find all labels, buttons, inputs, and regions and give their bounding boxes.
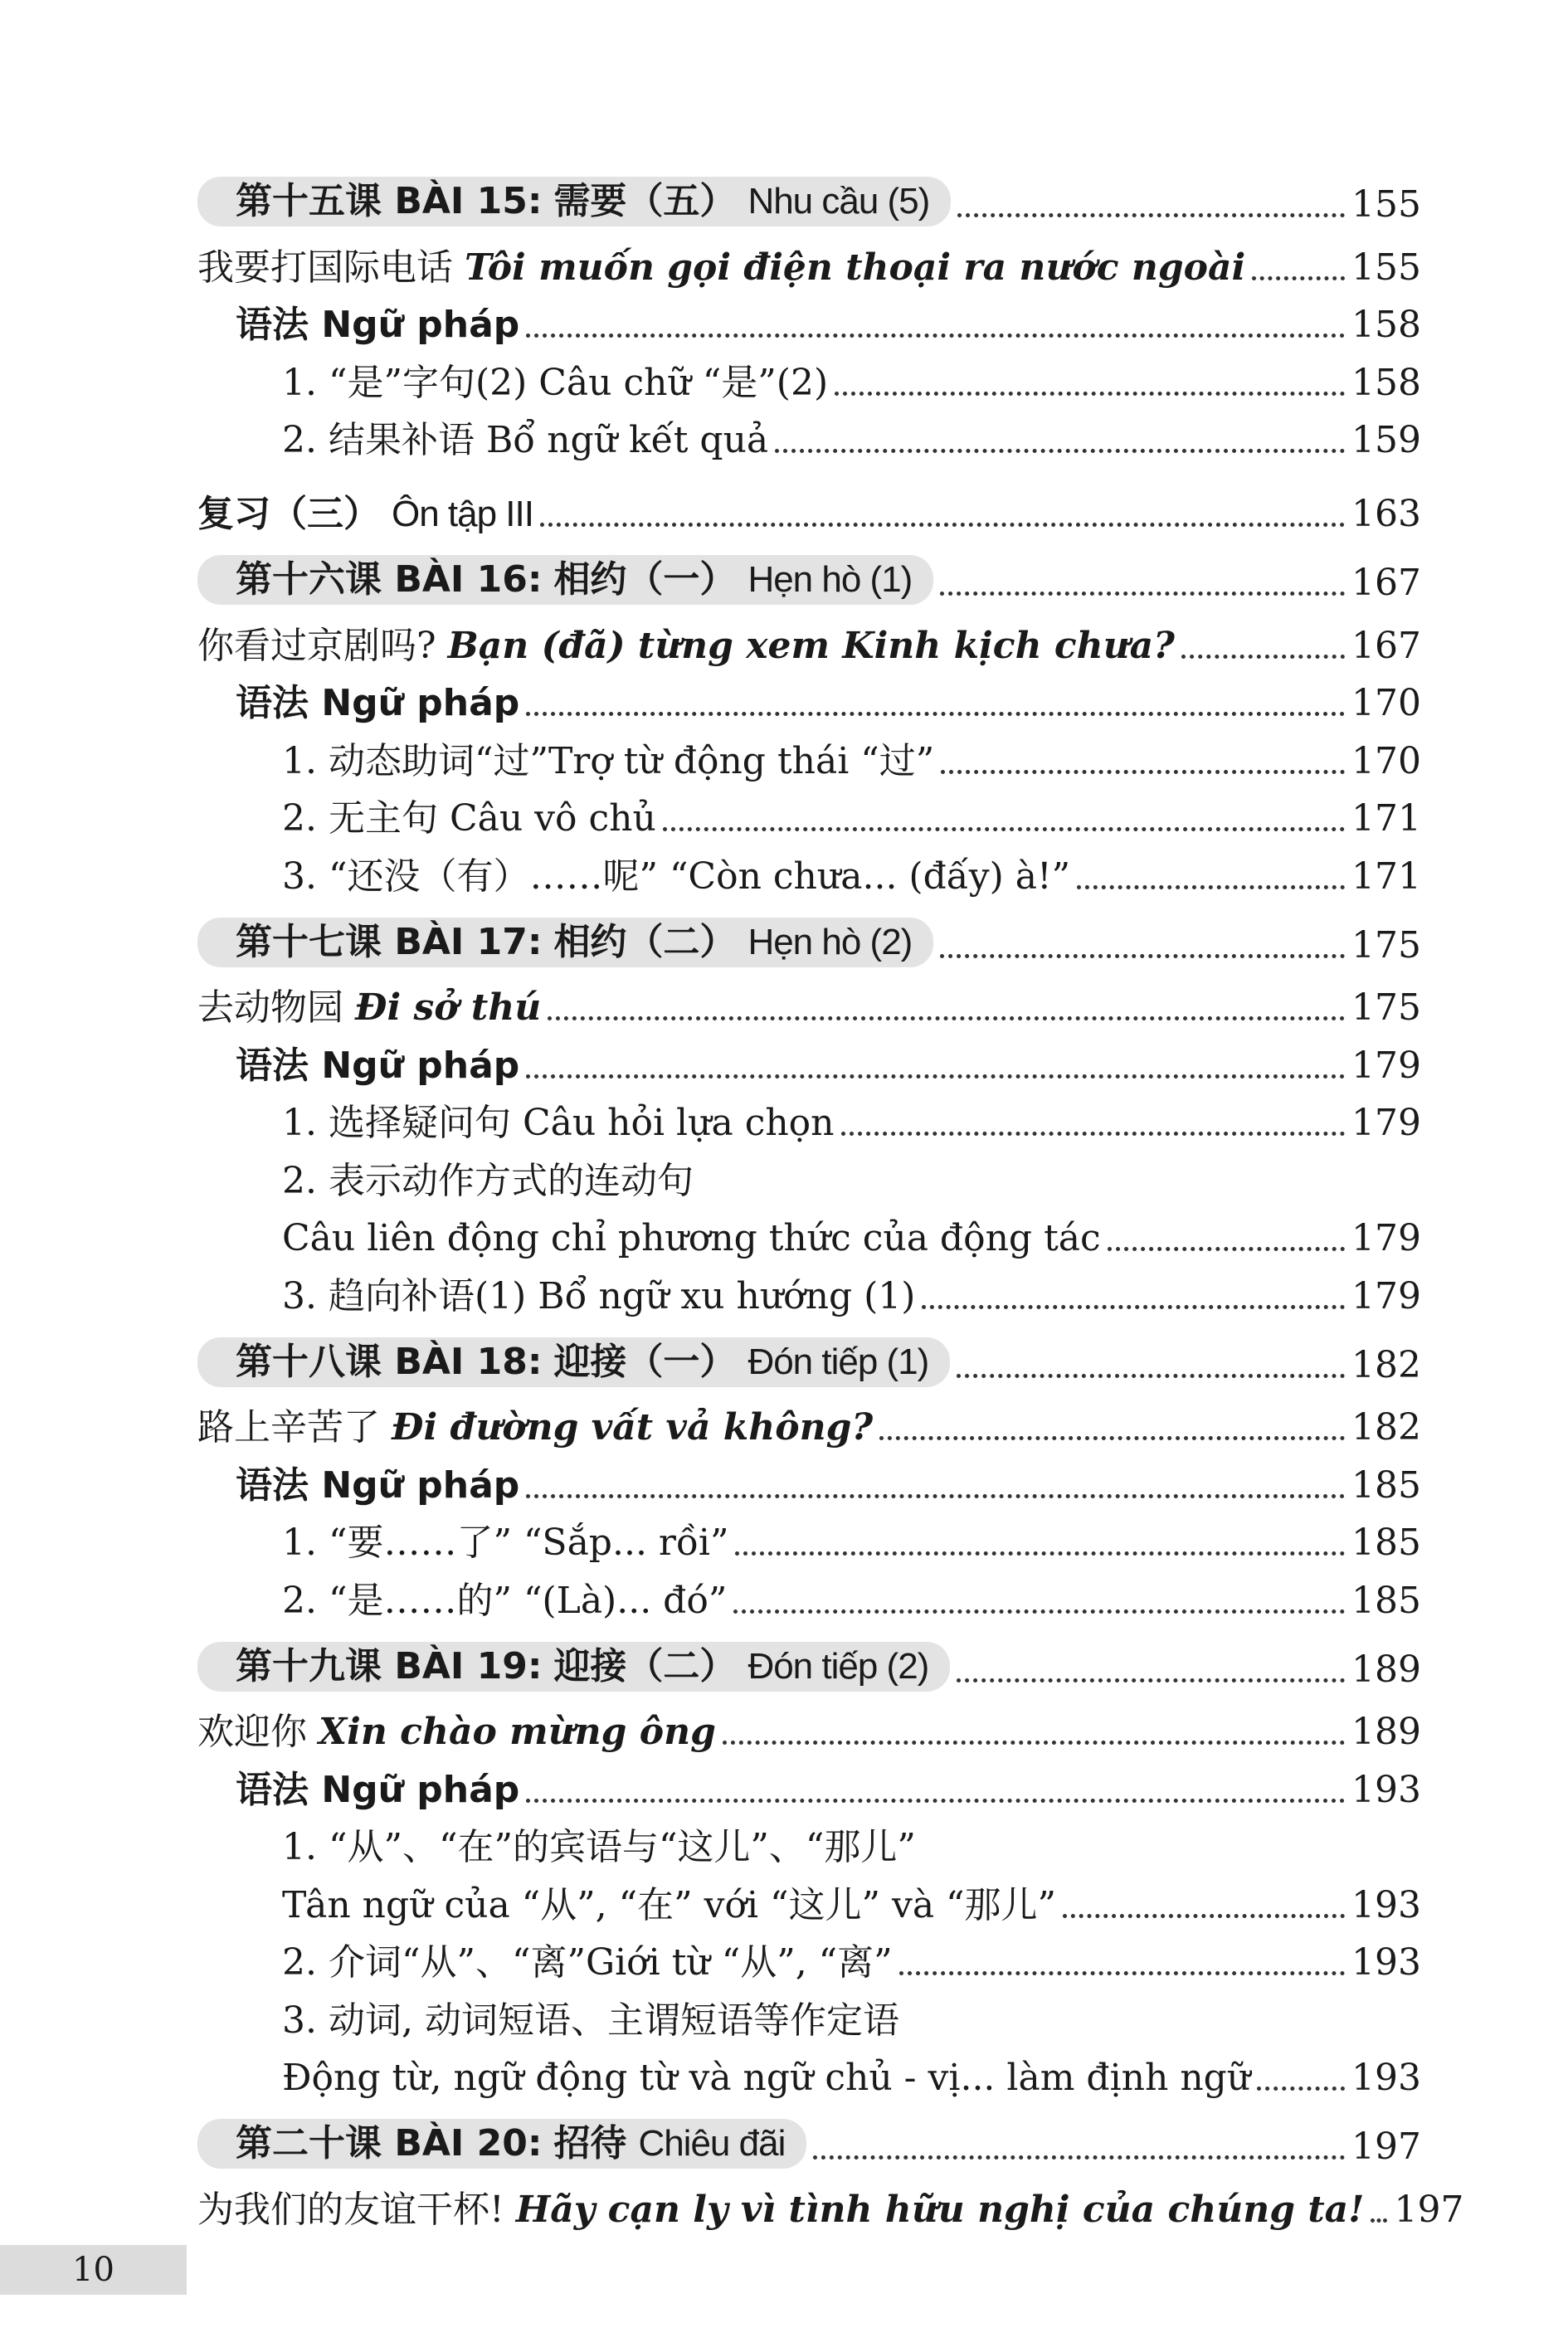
page-ref: 167 [1351,562,1421,604]
toc-grammar-item-continued[interactable] [197,2043,1421,2101]
toc-text-entry[interactable] [197,231,1421,290]
toc-text-entry[interactable] [197,2174,1464,2232]
page-ref: 189 [1351,1711,1421,1753]
grammar-item-text: Tân ngữ của “从”, “在” với “这儿” và “那儿” [282,1883,1057,1926]
toc-text-entry[interactable] [197,610,1421,668]
leader-dots [1257,2087,1345,2091]
toc-grammar-item[interactable] [197,1984,1421,2043]
leader-dots [663,827,1345,831]
leader-dots [940,954,1345,958]
leader-dots [723,1741,1345,1745]
lesson-number: 第十八课 BÀI 18: [236,1340,543,1383]
page-ref: 170 [1351,682,1421,724]
toc-grammar-entry[interactable] [197,290,1421,348]
grammar-item-text: 2. 表示动作方式的连动句 [282,1159,694,1202]
page-ref: 163 [1351,493,1421,535]
review-title [197,493,533,536]
page-ref: 193 [1351,1883,1421,1926]
entry-title-zh: 我要打国际电话 [197,246,453,289]
toc-lesson-17[interactable] [197,898,1421,972]
page-ref: 171 [1351,797,1421,840]
toc-lesson-19[interactable] [197,1623,1421,1697]
lesson-title-vi: Hẹn hò (1) [747,559,913,600]
grammar-item-text: 1. “是”字句(2) Câu chữ “是”(2) [282,361,829,404]
entry-title-vi: Bạn (đã) từng xem Kinh kịch chưa? [447,624,1175,667]
lesson-title-zh: 相约（一） [553,558,737,601]
toc-grammar-item[interactable] [197,1088,1421,1146]
grammar-item-text: Động từ, ngữ động từ và ngữ chủ - vị... làm định ngữ [282,2057,1251,2099]
page-ref: 193 [1351,1941,1421,1984]
page-ref: 193 [1351,1768,1421,1811]
toc-text-entry[interactable] [197,1392,1421,1450]
lesson-title-vi: Đón tiếp (2) [747,1645,929,1687]
entry-title [197,1406,873,1449]
leader-dots [941,770,1345,774]
grammar-label: 语法 Ngữ pháp [236,1768,520,1811]
entry-title-vi: Đi sở thú [355,986,542,1029]
page-ref: 185 [1351,1522,1421,1564]
leader-dots [526,1799,1345,1803]
grammar-item-text: 1. 选择疑问句 Câu hỏi lựa chọn [282,1102,835,1144]
leader-dots [775,449,1345,453]
grammar-item-text: 3. “还没（有）……呢” “Còn chưa... (đấy) à!” [282,855,1071,898]
entry-title-zh: 为我们的友谊干杯! [197,2188,504,2231]
toc-text-entry[interactable] [197,972,1421,1030]
page-ref: 159 [1351,419,1421,461]
lesson-number: 第十五课 BÀI 15: [236,180,543,222]
entry-title [197,625,1175,668]
leader-dots [1108,1247,1345,1251]
lesson-number: 第十七课 BÀI 17: [236,920,543,963]
leader-dots [526,1494,1345,1498]
page-ref: 179 [1351,1217,1421,1259]
lesson-title-vi: Hẹn hò (2) [747,921,913,962]
grammar-item-text: Câu liên động chỉ phương thức của động tác [282,1217,1101,1259]
grammar-item-text: 3. 动词, 动词短语、主谓短语等作定语 [282,1999,899,2042]
toc-grammar-item[interactable] [197,840,1421,898]
page-ref: 185 [1351,1579,1421,1622]
entry-title [197,1711,716,1754]
leader-dots [735,1551,1345,1556]
page-ref: 179 [1351,1274,1421,1317]
page-ref: 175 [1351,923,1421,967]
leader-dots [841,1132,1346,1136]
toc-text-entry[interactable] [197,1697,1421,1755]
page-ref: 171 [1351,855,1421,898]
grammar-item-text: 1. “要……了” “Sắp... rồi” [282,1522,729,1564]
lesson-pill [197,555,933,605]
leader-dots [540,523,1345,527]
leader-dots [899,1971,1345,1975]
lesson-pill [197,918,933,967]
page-ref: 179 [1351,1102,1421,1144]
page-number-text: 10 [72,2251,114,2289]
page-ref: 197 [1394,2188,1464,2231]
leader-dots [957,1374,1345,1378]
toc-lesson-15[interactable] [197,158,1421,231]
lesson-title-zh: 需要（五） [553,180,737,222]
page-ref: 170 [1351,739,1421,782]
table-of-contents [197,158,1464,2232]
page-ref: 158 [1351,361,1421,404]
page-ref: 167 [1351,624,1421,667]
toc-grammar-entry[interactable] [197,1754,1421,1812]
entry-title-zh: 路上辛苦了 [197,1406,380,1449]
grammar-item-text: 3. 趋向补语(1) Bổ ngữ xu hướng (1) [282,1274,916,1317]
lesson-title-vi: Đón tiếp (1) [747,1341,929,1382]
lesson-title-vi: Nhu cầu (5) [747,181,930,222]
entry-title-zh: 你看过京剧吗? [197,624,436,667]
toc-grammar-item[interactable] [197,1260,1421,1318]
lesson-number: 第二十课 BÀI 20: [236,2122,543,2165]
leader-dots [940,592,1345,596]
lesson-title-zh: 迎接（二） [553,1644,737,1687]
page-ref: 182 [1351,1406,1421,1449]
review-title-zh: 复习（三） [197,493,380,535]
leader-dots [526,1074,1345,1079]
leader-dots [733,1609,1345,1614]
toc-grammar-item[interactable] [197,1145,1421,1203]
entry-title [197,986,541,1030]
page-ref: 175 [1351,986,1421,1029]
toc-grammar-entry[interactable] [197,668,1421,726]
lesson-pill [197,1337,950,1387]
grammar-item-text: 2. 介词“从”、“离”Giới từ “从”, “离” [282,1941,893,1984]
leader-dots [1181,655,1345,659]
page-ref: 158 [1351,304,1421,346]
toc-grammar-item[interactable] [197,405,1421,463]
page-ref: 189 [1351,1648,1421,1691]
lesson-pill [197,2119,806,2169]
page-ref: 155 [1351,183,1421,226]
leader-dots [879,1436,1345,1440]
lesson-title-zh: 招待 [553,2122,627,2165]
lesson-number: 第十九课 BÀI 19: [236,1644,543,1687]
leader-dots [526,334,1345,338]
grammar-label: 语法 Ngữ pháp [236,1463,520,1507]
grammar-label: 语法 Ngữ pháp [236,304,520,346]
toc-grammar-item[interactable] [197,347,1421,405]
grammar-label: 语法 Ngữ pháp [236,1044,520,1087]
toc-grammar-item[interactable] [197,1507,1421,1566]
lesson-title-zh: 相约（二） [553,920,737,963]
toc-grammar-item-continued[interactable] [197,1869,1421,1927]
lesson-pill [197,1642,950,1692]
toc-grammar-item[interactable] [197,783,1421,841]
leader-dots [957,1678,1345,1682]
grammar-item-text: 1. 动态助词“过”Trợ từ động thái “过” [282,739,935,782]
toc-grammar-item-continued[interactable] [197,1203,1421,1261]
lesson-title-vi: Chiêu đãi [638,2123,786,2164]
toc-grammar-entry[interactable] [197,1030,1421,1088]
page-ref: 185 [1351,1463,1421,1507]
entry-title-vi: Hãy cạn ly vì tình hữu nghị của chúng ta! [515,2188,1365,2231]
page-ref: 182 [1351,1343,1421,1386]
review-title-vi: Ôn tập III [392,494,533,534]
leader-dots [922,1305,1345,1309]
entry-title-zh: 去动物园 [197,986,343,1029]
toc-grammar-item[interactable] [197,725,1421,783]
entry-title [197,246,1245,290]
entry-title-vi: Đi đường vất vả không? [392,1406,874,1449]
leader-dots [835,392,1345,396]
toc-lesson-18[interactable] [197,1318,1421,1392]
leader-dots [1077,885,1345,889]
entry-title [197,2189,1364,2232]
toc-grammar-item[interactable] [197,1565,1421,1623]
lesson-number: 第十六课 BÀI 16: [236,558,543,601]
toc-lesson-16[interactable] [197,536,1421,610]
leader-dots [1252,276,1345,280]
entry-title-zh: 欢迎你 [197,1711,307,1753]
toc-grammar-item[interactable] [197,1812,1421,1870]
grammar-item-text: 2. 无主句 Câu vô chủ [282,797,656,840]
grammar-item-text: 2. “是……的” “(Là)... đó” [282,1579,728,1622]
page-ref: 155 [1351,246,1421,289]
entry-title-vi: Xin chào mừng ông [319,1711,716,1753]
grammar-item-text: 1. “从”、“在”的宾语与“这儿”、“那儿” [282,1826,916,1868]
toc-lesson-20[interactable] [197,2100,1421,2174]
leader-dots [1371,2218,1387,2223]
leader-dots [548,1016,1345,1020]
toc-grammar-entry[interactable] [197,1449,1421,1507]
lesson-pill [197,177,951,226]
page-number [0,2245,187,2295]
toc-review-3[interactable] [197,462,1421,536]
grammar-item-text: 2. 结果补语 Bổ ngữ kết quả [282,419,769,461]
grammar-label: 语法 Ngữ pháp [236,682,520,724]
leader-dots [957,213,1345,217]
leader-dots [1063,1914,1345,1918]
page-ref: 197 [1351,2126,1421,2168]
toc-grammar-item[interactable] [197,1927,1421,1985]
page-ref: 193 [1351,2057,1421,2099]
lesson-title-zh: 迎接（一） [553,1340,737,1383]
leader-dots [813,2155,1345,2160]
entry-title-vi: Tôi muốn gọi điện thoại ra nước ngoài [465,246,1246,289]
leader-dots [526,712,1345,716]
page-ref: 179 [1351,1044,1421,1087]
